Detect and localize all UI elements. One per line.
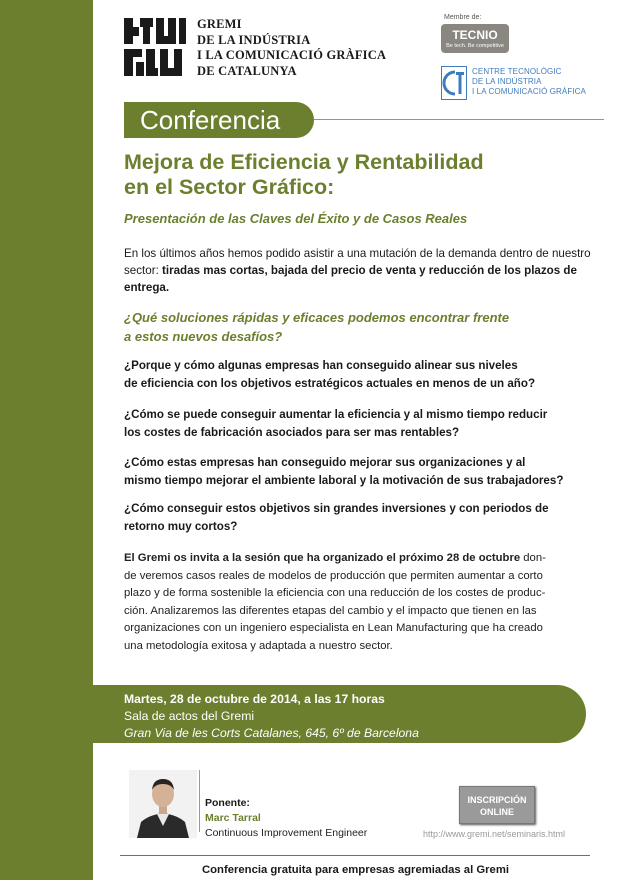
footer-note xyxy=(0,864,631,876)
centre-line: CENTRE TECNOLÒGIC xyxy=(472,67,562,76)
left-accent-bar xyxy=(0,0,93,880)
invite-line xyxy=(124,550,592,568)
speaker-photo xyxy=(129,770,197,838)
title-line: Mejora de Eficiencia y Rentabilidad xyxy=(124,150,484,174)
question-line: a estos nuevos desafíos? xyxy=(124,329,283,344)
question-line: ¿Qué soluciones rápidas y eficaces podemos encontrar frente xyxy=(124,310,510,325)
org-name-line: DE CATALUNYA xyxy=(197,63,297,78)
question-item-line: retorno muy cortos? xyxy=(124,519,238,533)
question-item xyxy=(124,454,599,489)
tecnio-name: TECNIO xyxy=(452,28,498,42)
question-item-line: los costes de fabricación asociados para ser mas rentables? xyxy=(124,425,460,439)
centre-tecnologic-logo-icon xyxy=(441,66,467,100)
register-button-line: ONLINE xyxy=(479,807,514,817)
org-name-line: DE LA INDÚSTRIA xyxy=(197,32,311,47)
organization-name xyxy=(197,17,386,79)
page-title xyxy=(124,150,484,200)
question-item-line: ¿Cómo conseguir estos objetivos sin grandes inversiones y con periodos de xyxy=(124,502,549,515)
invite-line: de veremos casos reales de modelos de producción que permiten aumentar a corto xyxy=(124,569,543,582)
centre-line: I LA COMUNICACIÓ GRÀFICA xyxy=(472,87,586,96)
question-item-line: mismo tiempo mejorar el ambiente laboral y la motivación de sus trabajadores? xyxy=(124,473,564,487)
register-online-button[interactable] xyxy=(459,786,535,824)
gremi-logo-icon xyxy=(124,18,186,76)
speaker-info xyxy=(205,796,367,841)
invite-line: ción. Analizaremos las diferentes etapas del cambio y el impacto que tienen en las xyxy=(124,604,537,617)
title-line: en el Sector Gráfico: xyxy=(124,175,335,199)
tecnio-tagline: Be tech. Be competitive xyxy=(446,43,504,49)
register-button-line: INSCRIPCIÓN xyxy=(467,795,527,805)
key-question xyxy=(124,308,564,346)
event-venue: Sala de actos del Gremi xyxy=(124,709,255,723)
question-item-line: ¿Cómo se puede conseguir aumentar la eficiencia y al mismo tiempo reducir xyxy=(124,408,548,421)
tecnio-logo xyxy=(441,24,509,53)
centre-line: DE LA INDÚSTRIA xyxy=(472,77,542,86)
speaker-role: Continuous Improvement Engineer xyxy=(205,827,368,839)
org-name-line: GREMI xyxy=(197,17,242,31)
member-label: Membre de: xyxy=(444,14,482,21)
invite-line: organizaciones con un ingeniero especialista en Lean Manufacturing que ha creado xyxy=(124,622,543,635)
centre-tecnologic-name xyxy=(472,67,586,97)
org-name-line: I LA COMUNICACIÓ GRÀFICA xyxy=(197,48,387,62)
speaker-divider xyxy=(199,770,200,832)
speaker-label: Ponente: xyxy=(205,797,250,809)
footer-divider xyxy=(120,855,590,856)
invitation-paragraph xyxy=(124,550,592,656)
intro-bold: tiradas mas cortas, bajada del precio de venta y reducción de los plazos de entrega. xyxy=(124,264,577,294)
question-item-line: ¿Porque y cómo algunas empresas han conseguido alinear sus niveles xyxy=(124,359,518,372)
footer-text: Conferencia gratuita para empresas agremiadas al Gremi xyxy=(201,864,510,876)
event-details xyxy=(93,685,586,743)
registration-url[interactable]: http://www.gremi.net/seminaris.html xyxy=(423,829,566,839)
invite-bold: El Gremi os invita a la sesión que ha organizado el próximo 28 de octubre xyxy=(124,552,521,564)
invite-line: una metodología exitosa y adaptada a nuestro sector. xyxy=(124,639,393,652)
question-item xyxy=(124,406,599,441)
question-item xyxy=(124,500,599,535)
conference-badge: Conferencia xyxy=(124,102,314,138)
intro-paragraph xyxy=(124,245,594,296)
intro-text: En los últimos años hemos podido asistir a una mutación de la demanda dentro de nuestro sector: xyxy=(124,247,591,277)
question-item-line: de eficiencia con los objetivos estratégicos actuales en menos de un año? xyxy=(124,376,536,390)
question-item-line: ¿Cómo estas empresas han conseguido mejorar sus organizaciones y al xyxy=(124,456,526,469)
page-subtitle: Presentación de las Claves del Éxito y de Casos Reales xyxy=(124,211,468,226)
event-date: Martes, 28 de octubre de 2014, a las 17 horas xyxy=(124,692,385,706)
question-item xyxy=(124,357,599,392)
event-address: Gran Via de les Corts Catalanes, 645, 6º de Barcelona xyxy=(124,726,419,740)
invite-text: don- xyxy=(520,552,546,564)
invite-line: plazo y de forma sostenible la eficiencia con una reducción de los costes de produc- xyxy=(124,587,546,600)
speaker-name: Marc Tarral xyxy=(205,812,261,824)
header-divider xyxy=(314,119,604,120)
